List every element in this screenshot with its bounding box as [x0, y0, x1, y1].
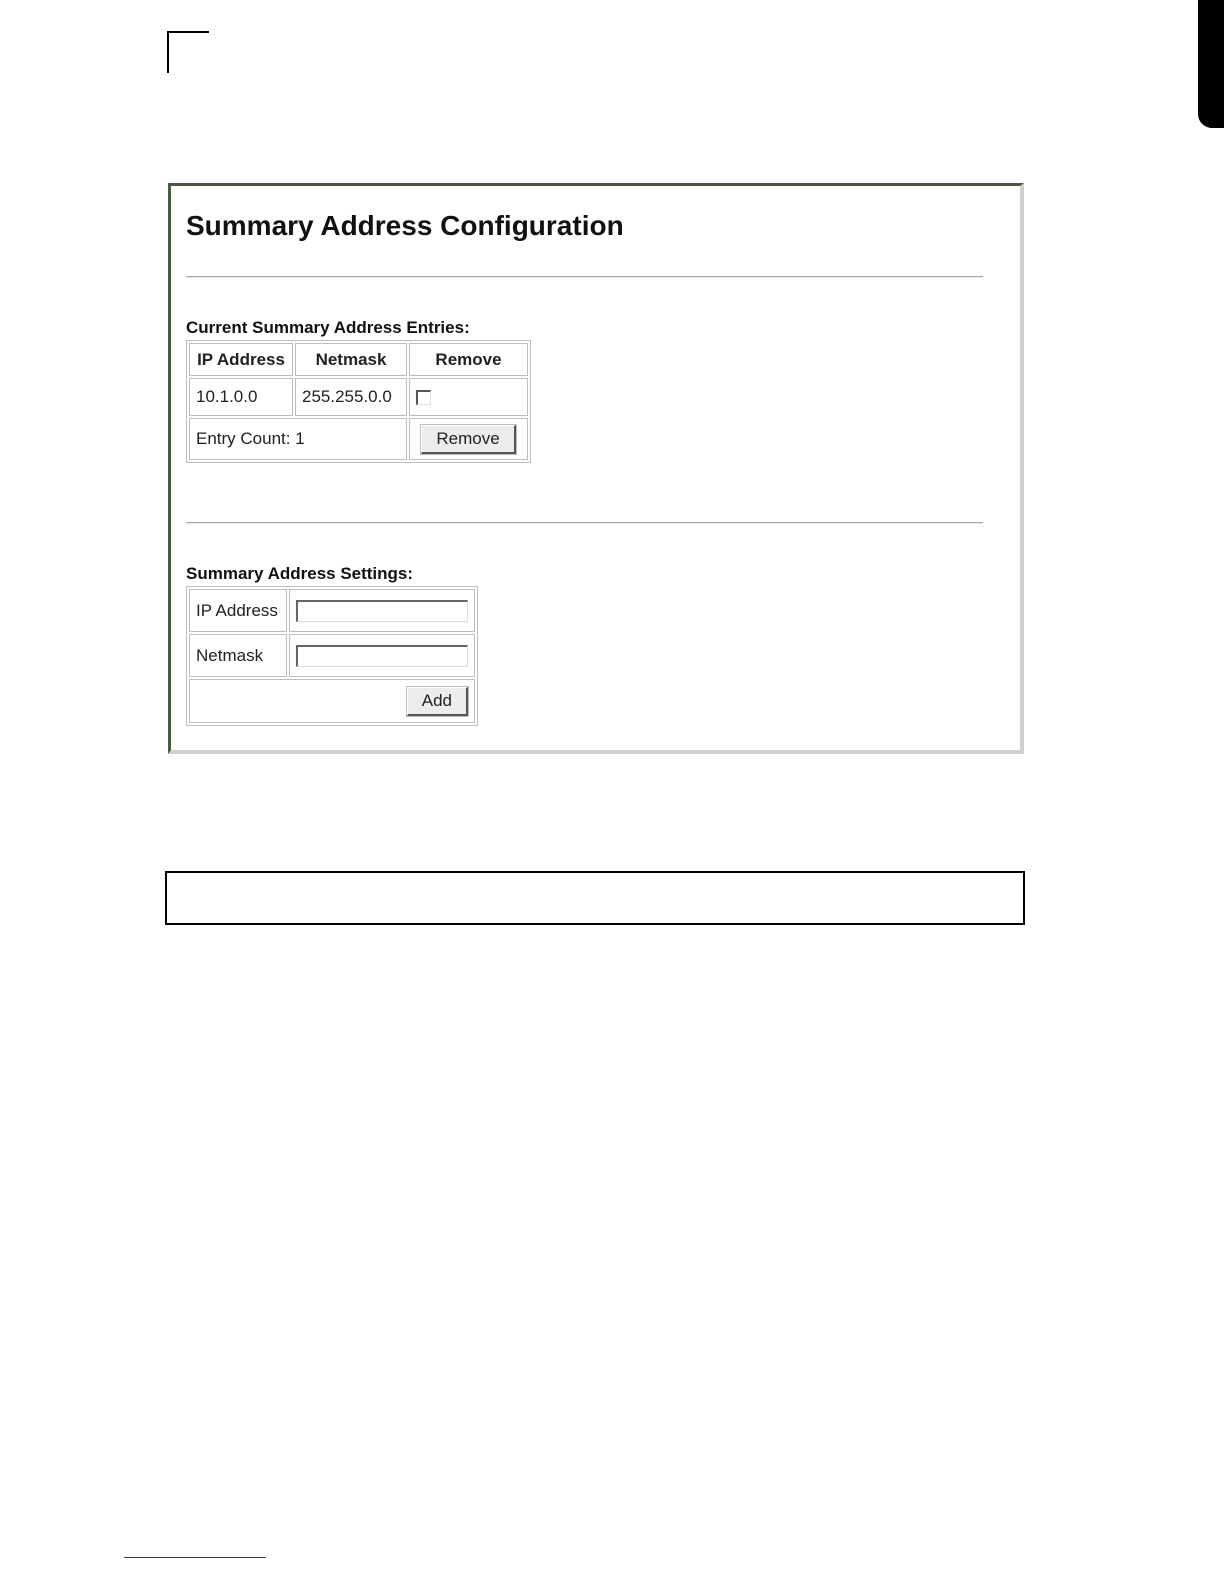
remove-checkbox[interactable] [416, 390, 431, 405]
add-row [189, 679, 475, 723]
page-title: Summary Address Configuration [186, 210, 624, 241]
add-button-cell [189, 679, 475, 723]
entries-footer-row [189, 418, 528, 460]
settings-table [186, 586, 478, 726]
page-corner-mark [167, 31, 209, 73]
netmask-input-cell [289, 634, 475, 677]
footer-link-rule [124, 1557, 266, 1558]
divider-top [186, 276, 983, 278]
entries-header-row [189, 343, 528, 376]
entry-ip-cell: 10.1.0.0 [189, 378, 293, 416]
entries-table [186, 340, 531, 463]
column-header-netmask: Netmask [295, 343, 407, 376]
netmask-input[interactable] [296, 645, 468, 667]
entry-remove-cell [409, 378, 528, 416]
table-row [189, 378, 528, 416]
entry-count: Entry Count: 1 [189, 418, 407, 460]
column-header-remove: Remove [409, 343, 528, 376]
add-button[interactable]: Add [407, 687, 468, 716]
netmask-row [189, 634, 475, 677]
figure-caption-box [165, 871, 1025, 925]
entry-netmask-cell: 255.255.0.0 [295, 378, 407, 416]
divider-middle [186, 522, 983, 524]
ip-row [189, 589, 475, 632]
screenshot-frame [168, 183, 1024, 754]
entries-heading: Current Summary Address Entries: [186, 318, 470, 337]
ip-input-cell [289, 589, 475, 632]
column-header-ip: IP Address [189, 343, 293, 376]
config-panel [186, 186, 1020, 750]
remove-button-cell [409, 418, 528, 460]
ip-address-input[interactable] [296, 600, 468, 622]
page-edge-tab [1198, 0, 1224, 128]
remove-button[interactable]: Remove [421, 425, 515, 454]
ip-label: IP Address [189, 589, 287, 632]
settings-heading: Summary Address Settings: [186, 564, 414, 583]
netmask-label: Netmask [189, 634, 287, 677]
